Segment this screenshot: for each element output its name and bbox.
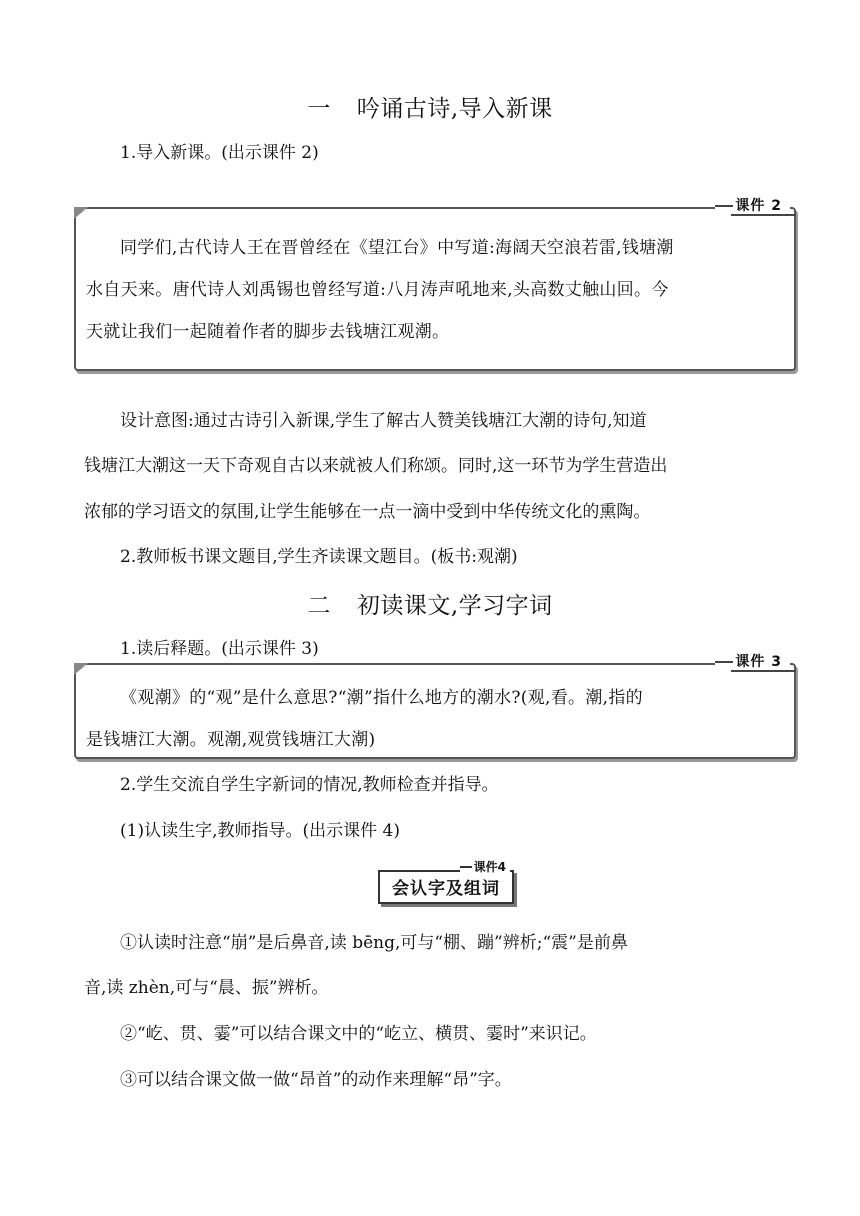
step-text: 2.学生交流自学生字新词的情况,教师检查并指导。: [120, 775, 499, 795]
slide-badge-4: [378, 858, 514, 904]
corner-fold-icon: [74, 207, 88, 219]
step-text: 2.教师板书课文题目,学生齐读课文题目。(板书:观潮): [120, 547, 518, 567]
design-intent-line: 设计意图:通过古诗引入新课,学生了解古人赞美钱塘江大潮的诗句,知道: [120, 411, 647, 431]
slide-text-line: 《观潮》的“观”是什么意思?“潮”指什么地方的潮水?(观,看。潮,指的: [120, 688, 643, 708]
badge-tag: 课件4: [460, 858, 510, 875]
note-line: ②“屹、贯、霎”可以结合课文中的“屹立、横贯、霎时”来识记。: [120, 1024, 597, 1044]
section-number: 一: [307, 96, 331, 122]
slide-box-3: [74, 654, 796, 759]
slide-text-line: 是钱塘江大潮。观潮,观赏钱塘江大潮): [86, 730, 376, 750]
note-line: ①认读时注意“崩”是后鼻音,读 bēng,可与“棚、蹦”辨析;“震”是前鼻: [120, 933, 628, 953]
step-subtext: (1)认读生字,教师指导。(出示课件 4): [120, 821, 400, 841]
badge-label: 会认字及组词: [392, 879, 500, 899]
section-title: 吟诵古诗,导入新课: [356, 96, 553, 122]
corner-fold-icon: [74, 663, 88, 675]
design-intent-line: 浓郁的学习语文的氛围,让学生能够在一点一滴中受到中华传统文化的熏陶。: [84, 502, 651, 522]
step-text: 1.读后释题。(出示课件 3): [120, 639, 319, 659]
slide-text-line: 水自天来。唐代诗人刘禹锡也曾经写道:八月涛声吼地来,头高数丈触山回。今: [86, 280, 669, 300]
slide-box-2: [74, 198, 796, 371]
slide-tab: 课件 2: [715, 196, 790, 216]
note-line: 音,读 zhèn,可与“晨、振”辨析。: [84, 978, 329, 998]
section-heading-1: [0, 90, 860, 123]
design-intent-line: 钱塘江大潮这一天下奇观自古以来就被人们称颂。同时,这一环节为学生营造出: [84, 456, 668, 476]
step-text: 1.导入新课。(出示课件 2): [120, 143, 319, 163]
note-line: ③可以结合课文做一做“昂首”的动作来理解“昂”字。: [120, 1070, 512, 1090]
slide-tab: 课件 3: [715, 652, 790, 672]
section-title: 初读课文,学习字词: [356, 593, 553, 619]
slide-text-line: 同学们,古代诗人王在晋曾经在《望江台》中写道:海阔天空浪若雷,钱塘潮: [120, 238, 674, 258]
section-heading-2: [0, 587, 860, 620]
slide-text-line: 天就让我们一起随着作者的脚步去钱塘江观潮。: [86, 322, 450, 342]
section-number: 二: [307, 593, 331, 619]
